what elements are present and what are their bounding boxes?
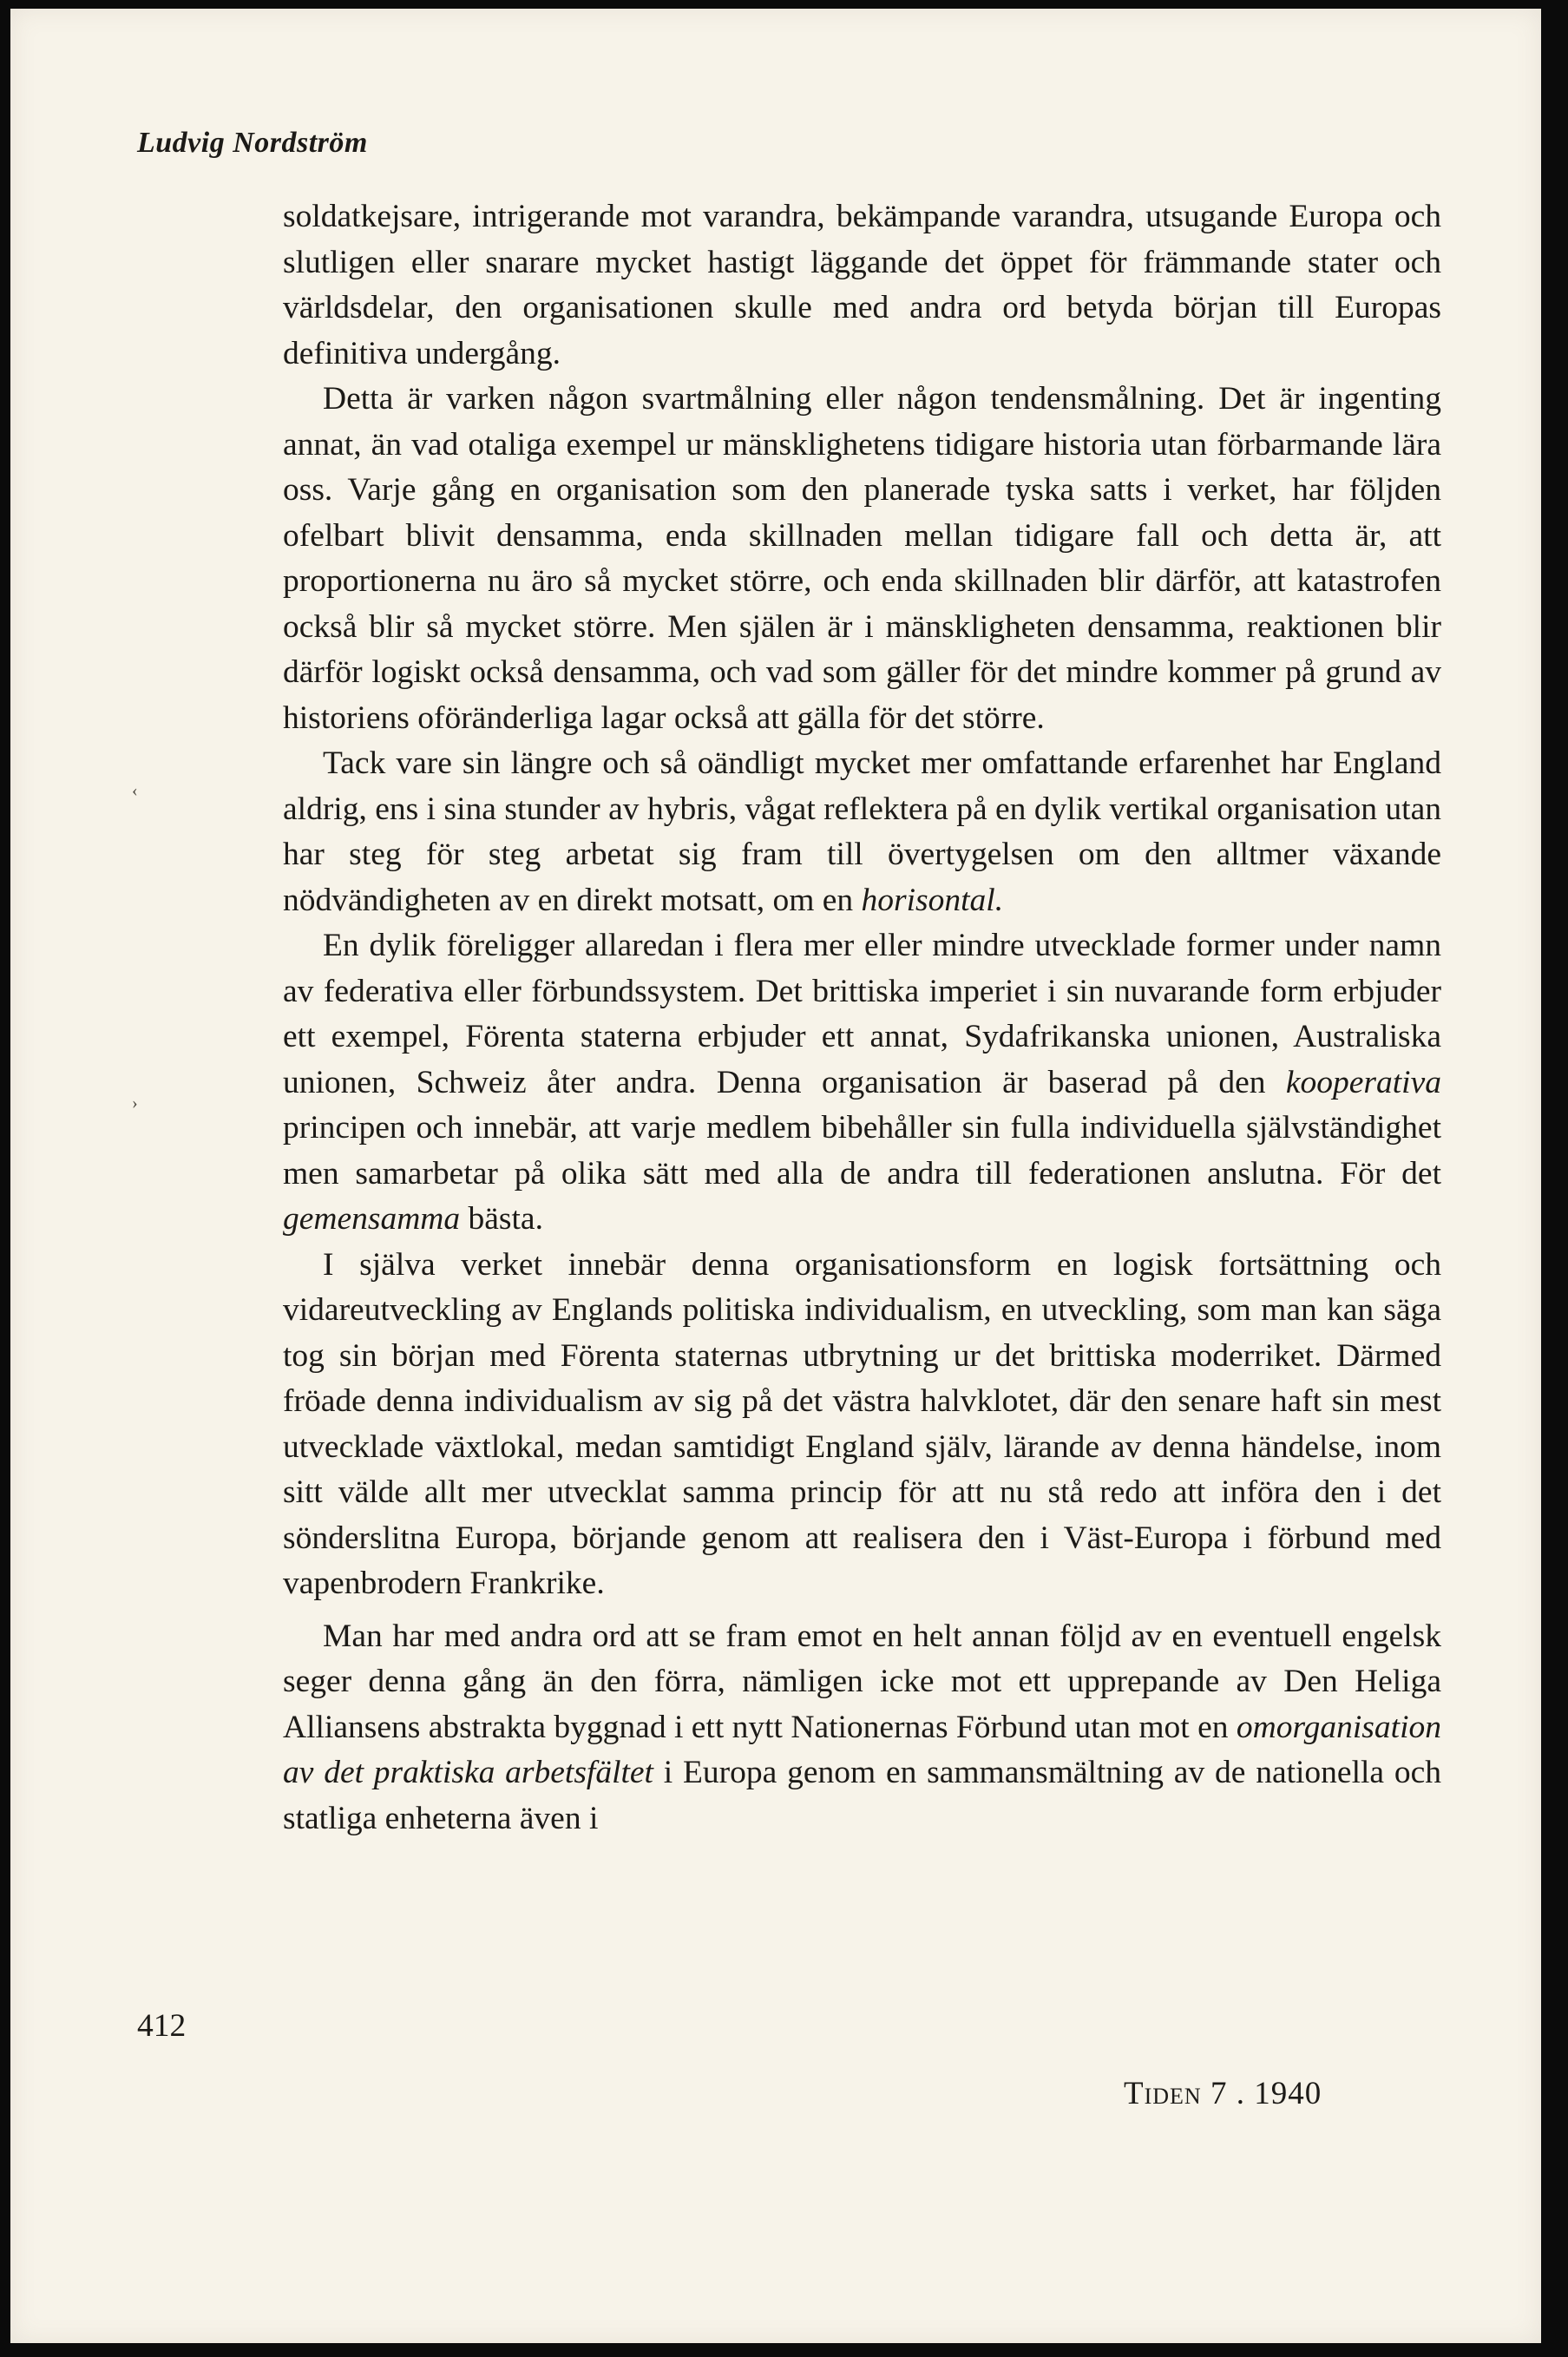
- emphasized-text: horisontal.: [861, 882, 1004, 918]
- paragraph-text: soldatkejsare, intrigerande mot varandra, bekämpande varandra, utsugande Europa och slutligen eller snarare mycket hastigt läggande det öppet för främmande stater och världsdelar, den organisationen skulle med andra ord betyda början till Europas definitiva undergång.: [283, 199, 1441, 371]
- journal-issue: 7: [1210, 2076, 1228, 2111]
- paragraph: [283, 1614, 1441, 1842]
- paragraph-text: bästa.: [460, 1201, 543, 1237]
- emphasized-text: omorganisation av det praktiska arbetsfältet: [283, 1709, 1441, 1790]
- footer-separator: .: [1236, 2076, 1245, 2111]
- paragraph-text: principen och innebär, att varje medlem bibehåller sin fulla individuella självständighet men samarbetar på olika sätt med alla de andra till federationen anslutna. För det: [283, 1110, 1441, 1192]
- paragraph-text: En dylik föreligger allaredan i flera mer eller mindre utvecklade former under namn av federativa eller förbundssystem. Det brittiska imperiet i sin nuvarande form erbjuder ett exempel, Förenta staterna erbjuder ett annat, Sydafrikanska unionen, Australiska unionen, Schweiz åter andra. Denna organisation är baserad på den: [283, 928, 1441, 1100]
- paragraph: [283, 1243, 1441, 1607]
- paragraph-text: Detta är varken någon svartmålning eller någon tendensmålning. Det är ingenting annat, än vad otaliga exempel ur mänsklighetens tidigare historia utan förbarmande lära oss. Varje gång en organisation som den planerade tyska satts i verket, har följden ofelbart blivit densamma, enda skillnaden mellan tidigare fall och detta är, att proportionerna nu äro så mycket större, och enda skillnaden blir därför, att katastrofen också blir så mycket större. Men själen är i mänskligheten densamma, reaktionen blir därför logiskt också densamma, och vad som gäller för det mindre kommer på grund av historiens oföränderliga lagar också att gälla för det större.: [283, 381, 1441, 736]
- running-head-author: Ludvig Nordström: [137, 127, 368, 159]
- paragraph-text: I själva verket innebär denna organisationsform en logisk fortsättning och vidareutveckling av Englands politiska individualism, en utveckling, som man kan säga tog sin början med Förenta staternas utbrytning ur det brittiska moderriket. Därmed fröade denna individualism av sig på det västra halvklotet, där den senare haft sin mest utvecklade växtlokal, medan samtidigt England själv, lärande av denna händelse, inom sitt välde allt mer utvecklat samma princip för att nu stå redo att införa den i det sönderslitna Europa, börjande genom att realisera den i Väst-Europa i förbund med vapenbrodern Frankrike.: [283, 1246, 1441, 1601]
- paragraph: [283, 377, 1441, 741]
- emphasized-text: kooperativa: [1285, 1064, 1441, 1100]
- paragraph-text: Man har med andra ord att se fram emot en helt annan följd av en eventuell engelsk seger denna gång än den förra, nämligen icke mot ett upprepande av Den Heliga Alliansens abstrakta byggnad i ett nytt Nationernas Förbund utan mot en: [283, 1618, 1441, 1745]
- page-number: 412: [137, 2008, 187, 2044]
- paragraph: [283, 741, 1441, 923]
- paragraph-text: Tack vare sin längre och så oändligt mycket mer omfattande erfarenhet har England aldrig, ens i sina stunder av hybris, vågat reflektera på en dylik vertikal organisation utan har steg för steg arbetat sig fram till övertygelsen om den alltmer växande nödvändigheten av en direkt motsatt, om en: [283, 745, 1441, 918]
- paragraph: [283, 194, 1441, 377]
- body-text: [283, 194, 1441, 1842]
- margin-speck: ›: [132, 1093, 138, 1113]
- paragraph: [283, 923, 1441, 1243]
- paragraph-text: i Europa genom en sammansmältning av de nationella och statliga enheterna även i: [283, 1755, 1441, 1836]
- journal-year: 1940: [1254, 2076, 1322, 2111]
- book-page: [10, 9, 1541, 2343]
- journal-footer: [1124, 2075, 1322, 2112]
- margin-speck: ‹: [132, 781, 138, 800]
- emphasized-text: gemensamma: [283, 1201, 461, 1237]
- journal-name: Tiden: [1124, 2076, 1202, 2111]
